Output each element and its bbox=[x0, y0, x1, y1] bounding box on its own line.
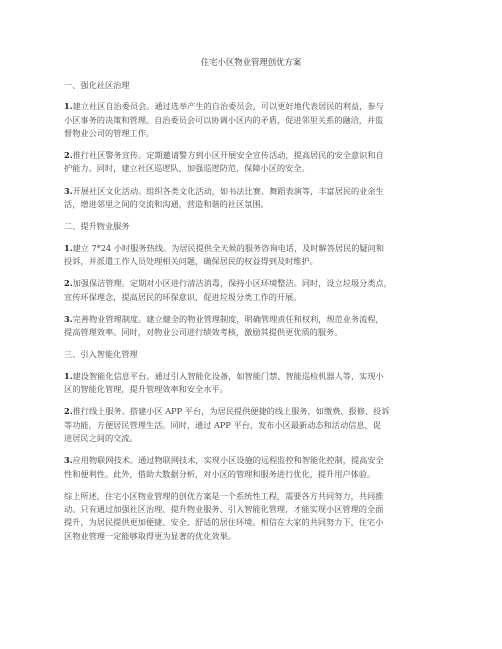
item-text: 推行线上服务。搭建小区 APP 平台，为居民提供便捷的线上服务，如缴费、报修、投诉 bbox=[72, 406, 390, 417]
section-heading: 二、提升物业服务 bbox=[64, 221, 130, 232]
item-text: 宣传环保理念，提高居民的环保意识，促进垃圾分类工作的开展。 bbox=[64, 291, 302, 302]
document-title: 住宅小区物业管理创优方案 bbox=[200, 57, 302, 67]
item-text: 投诉，并派遣工作人员处理相关问题，确保居民的权益得到及时维护。 bbox=[64, 255, 318, 266]
item-text: 建设智能化信息平台。通过引入智能化设备，如智能门禁、智能巡检机器人等，实现小 bbox=[72, 370, 384, 381]
item-text: 小区事务的决策和管理。自治委员会可以协调小区内的矛盾，促进邻里关系的融洽，并监 bbox=[64, 114, 384, 125]
item-text: 推行社区警务宣传。定期邀请警方到小区开展安全宣传活动，提高居民的安全意识和自 bbox=[72, 150, 384, 161]
list-item bbox=[64, 100, 436, 140]
section-heading: 一、强化社区治理 bbox=[64, 80, 130, 90]
item-number: 2. bbox=[64, 406, 73, 417]
list-item bbox=[64, 185, 436, 212]
conclusion-line: 动。只有通过加强社区治理、提升物业服务、引入智能化管理，才能实现小区管理的全面 bbox=[64, 504, 384, 515]
item-text: 性和便利性。此外，借助大数据分析，对小区的管理和服务进行优化，提升用户体验。 bbox=[64, 468, 376, 479]
item-text: 加强保洁管理。定期对小区进行清洁消毒，保持小区环境整洁。同时，设立垃圾分类点， bbox=[72, 278, 392, 289]
conclusion-line: 提升，为居民提供更加便捷、安全、舒适的居住环境。相信在大家的共同努力下，住宅小 bbox=[64, 517, 384, 528]
item-text: 护能力。同时，建立社区巡逻队，加强巡逻防范，保障小区的安全。 bbox=[64, 163, 310, 174]
item-number: 3. bbox=[64, 313, 73, 324]
item-text: 活，增进邻里之间的交流和沟通，营造和谐的社区氛围。 bbox=[64, 199, 269, 210]
list-item bbox=[64, 370, 436, 397]
item-number: 1. bbox=[64, 242, 73, 253]
item-text: 等功能，方便居民管理生活。同时，通过 APP 平台，发布小区最新动态和活动信息，促 bbox=[64, 419, 381, 430]
list-item bbox=[64, 454, 436, 481]
item-text: 应用物联网技术。通过物联网技术，实现小区设施的远程监控和智能化控制，提高安全 bbox=[72, 455, 384, 466]
item-text: 开展社区文化活动。组织各类文化活动，如书法比赛、舞蹈表演等，丰富居民的业余生 bbox=[72, 185, 384, 196]
list-item bbox=[64, 405, 436, 445]
item-text: 完善物业管理制度。建立健全的物业管理制度，明确管理责任和权利，规范业务流程， bbox=[72, 313, 384, 324]
document-body bbox=[64, 79, 436, 552]
conclusion-line: 区物业管理一定能够取得更为显著的优化效果。 bbox=[64, 530, 236, 541]
item-text: 区的智能化管理，提升管理效率和安全水平。 bbox=[64, 384, 228, 395]
section-heading: 三、引入智能化管理 bbox=[64, 349, 138, 360]
item-text: 督物业公司的管理工作。 bbox=[64, 127, 155, 138]
item-text: 提高管理效率。同时，对物业公司进行绩效考核，激励其提供更优质的服务。 bbox=[64, 327, 343, 338]
item-number: 3. bbox=[64, 185, 73, 196]
item-number: 2. bbox=[64, 278, 73, 289]
list-item bbox=[64, 313, 436, 340]
list-item bbox=[64, 149, 436, 176]
list-item bbox=[64, 242, 436, 269]
item-number: 2. bbox=[64, 150, 73, 161]
item-number: 3. bbox=[64, 455, 73, 466]
item-text: 进居民之间的交流。 bbox=[64, 432, 138, 443]
conclusion-line: 综上所述，住宅小区物业管理的创优方案是一个系统性工程，需要各方共同努力，共同推 bbox=[64, 490, 384, 501]
item-text: 建立 7*24 小时服务热线。为居民提供全天候的服务咨询电话，及时解答居民的疑问和 bbox=[72, 242, 385, 253]
conclusion-paragraph bbox=[64, 490, 436, 543]
item-number: 1. bbox=[64, 370, 73, 381]
item-text: 建立社区自治委员会。通过选举产生的自治委员会，可以更好地代表居民的利益，参与 bbox=[72, 101, 384, 112]
item-number: 1. bbox=[64, 101, 73, 112]
list-item bbox=[64, 277, 436, 304]
